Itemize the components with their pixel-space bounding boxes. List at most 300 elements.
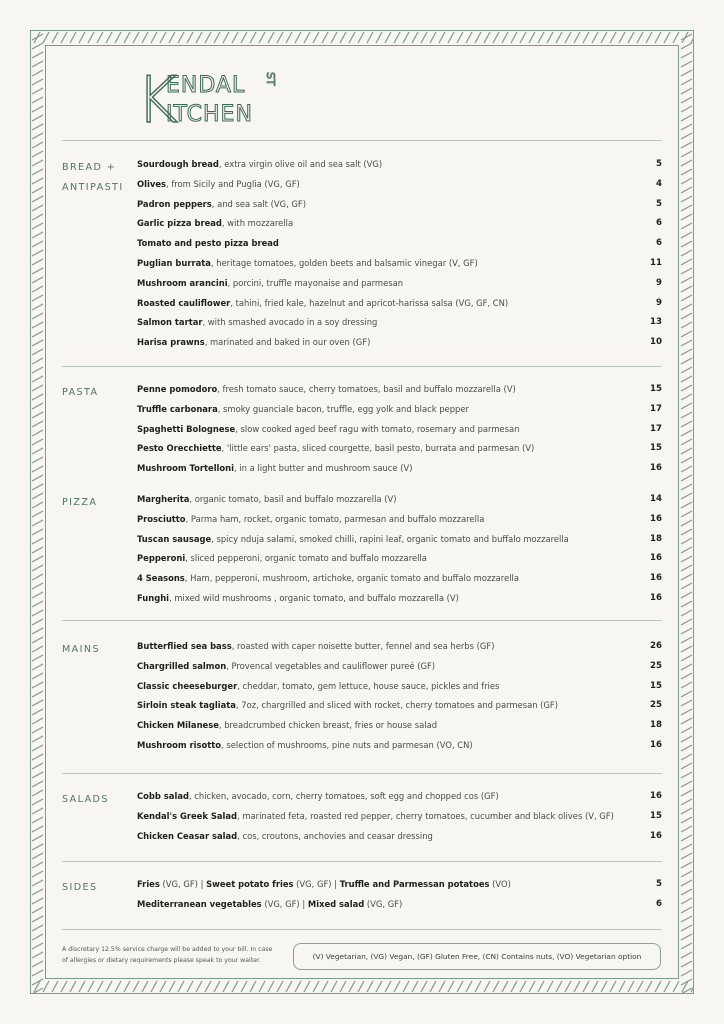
rope-stroke xyxy=(32,907,43,913)
rope-stroke xyxy=(681,70,692,76)
rope-stroke xyxy=(681,511,692,517)
menu-item-description: (VG, GF) | xyxy=(293,879,340,889)
rope-pattern xyxy=(30,30,694,45)
rope-stroke xyxy=(268,32,274,43)
menu-item-name: Salmon tartar xyxy=(137,317,203,328)
rope-stroke xyxy=(430,981,436,992)
rope-stroke xyxy=(32,826,43,832)
rope-stroke xyxy=(268,981,274,992)
section-heading-line: MAINS xyxy=(62,644,100,655)
rope-stroke xyxy=(681,826,692,832)
menu-item-text xyxy=(137,718,437,732)
menu-item xyxy=(137,551,662,565)
rope-stroke xyxy=(259,32,265,43)
menu-item xyxy=(137,256,662,270)
menu-item-name: Pepperoni xyxy=(137,553,186,564)
menu-item-name: Kendal's Greek Salad xyxy=(137,810,238,821)
rope-stroke xyxy=(385,32,391,43)
menu-item-text xyxy=(137,897,402,911)
rope-stroke xyxy=(214,981,220,992)
rope-stroke xyxy=(61,981,67,992)
menu-item xyxy=(137,718,662,732)
menu-item xyxy=(137,157,662,171)
rope-stroke xyxy=(32,574,43,580)
rope-stroke xyxy=(681,367,692,373)
menu-item xyxy=(137,382,662,396)
rope-stroke xyxy=(295,981,301,992)
rope-stroke xyxy=(250,32,256,43)
menu-item-name: Roasted cauliflower xyxy=(137,297,231,308)
menu-item-price: 16 xyxy=(650,791,662,801)
section-heading-line: PIZZA xyxy=(62,497,98,508)
rope-stroke xyxy=(681,493,692,499)
menu-item-name: Margherita xyxy=(137,494,190,504)
rope-stroke xyxy=(32,295,43,301)
rope-stroke xyxy=(32,88,43,94)
menu-item-name: Cobb salad xyxy=(137,791,189,801)
rope-stroke xyxy=(529,32,535,43)
rope-stroke xyxy=(681,736,692,742)
menu-item-description: , breadcrumbed chicken breast, fries or house salad xyxy=(218,720,438,731)
rope-stroke xyxy=(681,142,692,148)
service-note-line: A discretary 12.5% service charge will be added to your bill. In case xyxy=(62,946,273,953)
rope-stroke xyxy=(32,448,43,454)
menu-item-text xyxy=(137,335,370,349)
menu-item-name: Truffle and Parmessan potatoes xyxy=(339,879,490,889)
rope-stroke xyxy=(592,981,598,992)
rope-stroke xyxy=(681,862,692,868)
menu-item-description: (VG, GF) xyxy=(364,898,403,909)
rope-stroke xyxy=(223,32,229,43)
menu-item xyxy=(137,441,662,455)
service-note-line: of allergies or dietary requirements please speak to your waiter. xyxy=(62,957,261,964)
rope-stroke xyxy=(32,421,43,427)
menu-item-price: 9 xyxy=(656,297,662,308)
rope-stroke xyxy=(32,637,43,643)
divider xyxy=(62,140,662,141)
rope-stroke xyxy=(681,844,692,850)
menu-item-name: Olives xyxy=(137,178,166,189)
rope-stroke xyxy=(32,493,43,499)
menu-item-name: Padron peppers xyxy=(137,198,212,209)
rope-stroke xyxy=(681,61,692,67)
rope-stroke xyxy=(538,981,544,992)
rope-stroke xyxy=(601,32,607,43)
menu-item-text xyxy=(137,461,413,475)
rope-stroke xyxy=(583,32,589,43)
menu-item-description: (VG, GF) | xyxy=(261,898,308,909)
rope-stroke xyxy=(574,32,580,43)
rope-stroke xyxy=(32,466,43,472)
rope-stroke xyxy=(681,412,692,418)
rope-stroke xyxy=(32,385,43,391)
rope-stroke xyxy=(32,619,43,625)
rope-stroke xyxy=(681,187,692,193)
rope-stroke xyxy=(681,196,692,202)
rope-stroke xyxy=(681,232,692,238)
rope-stroke xyxy=(529,981,535,992)
rope-stroke xyxy=(681,565,692,571)
rope-stroke xyxy=(619,981,625,992)
menu-item xyxy=(137,877,662,891)
rope-stroke xyxy=(32,475,43,481)
rope-stroke xyxy=(475,32,481,43)
rope-stroke xyxy=(681,772,692,778)
rope-stroke xyxy=(681,376,692,382)
menu-item-description: , 'little ears' pasta, sliced courgette, basil pesto, burrata and parmesan (V) xyxy=(221,443,535,454)
rope-stroke xyxy=(32,889,43,895)
menu-item-name: Funghi xyxy=(137,593,170,603)
rope-stroke xyxy=(358,981,364,992)
menu-item-price: 25 xyxy=(650,660,662,671)
menu-item-description: , porcini, truffle mayonaise and parmesan xyxy=(227,277,404,288)
rope-stroke xyxy=(681,835,692,841)
rope-stroke xyxy=(286,981,292,992)
rope-stroke xyxy=(32,817,43,823)
rope-stroke xyxy=(169,981,175,992)
section-heading xyxy=(62,493,97,513)
menu-item-text xyxy=(137,256,478,270)
rope-stroke xyxy=(681,430,692,436)
menu-item-text xyxy=(137,639,495,653)
rope-stroke xyxy=(547,981,553,992)
rope-stroke xyxy=(32,961,43,967)
rope-stroke xyxy=(439,32,445,43)
menu-item-name: 4 Seasons xyxy=(137,573,185,584)
rope-stroke xyxy=(70,981,76,992)
rope-stroke xyxy=(277,32,283,43)
rope-stroke xyxy=(681,331,692,337)
rope-stroke xyxy=(32,898,43,904)
menu-item-price: 4 xyxy=(656,178,662,189)
rope-stroke xyxy=(681,961,692,967)
rope-stroke xyxy=(277,981,283,992)
rope-stroke xyxy=(681,547,692,553)
rope-stroke xyxy=(32,304,43,310)
menu-item-price: 17 xyxy=(650,403,662,414)
rope-stroke xyxy=(646,981,652,992)
section-heading-line: PASTA xyxy=(62,387,99,398)
rope-stroke xyxy=(124,981,130,992)
rope-pattern xyxy=(30,30,45,994)
rope-stroke xyxy=(681,880,692,886)
menu-item-description: , marinated feta, roasted red pepper, cherry tomatoes, cucumber and black olives (V, GF) xyxy=(237,810,614,821)
rope-stroke xyxy=(340,32,346,43)
menu-item-price: 16 xyxy=(650,553,662,564)
rope-stroke xyxy=(32,169,43,175)
menu-item xyxy=(137,571,662,585)
rope-stroke xyxy=(32,862,43,868)
rope-stroke xyxy=(681,106,692,112)
rope-stroke xyxy=(32,916,43,922)
rope-stroke xyxy=(32,835,43,841)
rope-stroke xyxy=(565,32,571,43)
rope-stroke xyxy=(32,97,43,103)
rope-stroke xyxy=(151,32,157,43)
menu-item-description: , Ham, pepperoni, mushroom, artichoke, organic tomato and buffalo mozzarella xyxy=(184,573,520,584)
rope-stroke xyxy=(32,520,43,526)
rope-stroke xyxy=(681,178,692,184)
rope-stroke xyxy=(32,151,43,157)
rope-stroke xyxy=(32,214,43,220)
menu-item-price: 11 xyxy=(650,258,662,268)
menu-item-text xyxy=(137,296,508,310)
rope-stroke xyxy=(32,286,43,292)
rope-stroke xyxy=(32,988,43,994)
rope-stroke xyxy=(493,981,499,992)
rope-stroke xyxy=(681,619,692,625)
rope-stroke xyxy=(32,331,43,337)
rope-stroke xyxy=(475,981,481,992)
menu-item-name: Chargrilled salmon xyxy=(137,660,227,671)
rope-stroke xyxy=(32,241,43,247)
menu-item-text xyxy=(137,422,519,436)
menu-item-description: , marinated and baked in our oven (GF) xyxy=(204,337,371,348)
rope-stroke xyxy=(681,556,692,562)
menu-item xyxy=(137,177,662,191)
menu-item-name: Spaghetti Bolognese xyxy=(137,423,236,434)
rope-stroke xyxy=(32,727,43,733)
rope-stroke xyxy=(681,970,692,976)
menu-item xyxy=(137,197,662,211)
rope-stroke xyxy=(32,61,43,67)
rope-stroke xyxy=(681,952,692,958)
menu-item-price: 13 xyxy=(650,317,662,328)
menu-item xyxy=(137,276,662,290)
divider xyxy=(62,929,662,930)
rope-stroke xyxy=(681,349,692,355)
rope-stroke xyxy=(421,32,427,43)
rope-stroke xyxy=(664,981,670,992)
rope-stroke xyxy=(484,981,490,992)
rope-stroke xyxy=(547,32,553,43)
rope-stroke xyxy=(394,981,400,992)
rope-stroke xyxy=(32,709,43,715)
rope-stroke xyxy=(681,241,692,247)
section-heading-line: SALADS xyxy=(62,794,109,805)
menu-item xyxy=(137,492,662,506)
rope-stroke xyxy=(681,790,692,796)
rope-stroke xyxy=(681,583,692,589)
rope-stroke xyxy=(32,583,43,589)
rope-stroke xyxy=(196,32,202,43)
rope-stroke xyxy=(169,32,175,43)
logo-initial: K xyxy=(136,64,178,134)
rope-stroke xyxy=(115,981,121,992)
menu-item-name: Tuscan sausage xyxy=(137,533,212,544)
rope-stroke xyxy=(457,981,463,992)
rope-stroke xyxy=(681,475,692,481)
rope-stroke xyxy=(681,745,692,751)
rope-stroke xyxy=(32,511,43,517)
menu-item-name: Butterflied sea bass xyxy=(137,641,232,651)
rope-stroke xyxy=(331,32,337,43)
rope-stroke xyxy=(32,349,43,355)
menu-item-name: Sirloin steak tagliata xyxy=(137,700,236,711)
menu-item-price: 9 xyxy=(656,277,662,288)
rope-stroke xyxy=(32,691,43,697)
menu-item xyxy=(137,236,662,250)
menu-item-text xyxy=(137,877,511,891)
menu-item-text xyxy=(137,532,569,546)
menu-item xyxy=(137,461,662,475)
rope-stroke xyxy=(32,871,43,877)
rope-stroke xyxy=(681,466,692,472)
rope-pattern xyxy=(679,30,694,994)
menu-item-description: (VG, GF) | xyxy=(159,879,207,889)
rope-stroke xyxy=(322,981,328,992)
rope-stroke xyxy=(367,32,373,43)
menu-item xyxy=(137,659,662,673)
menu-item-text xyxy=(137,276,403,290)
rope-stroke xyxy=(32,799,43,805)
section-heading xyxy=(62,640,100,660)
menu-item-text xyxy=(137,571,519,585)
rope-stroke xyxy=(574,981,580,992)
rope-stroke xyxy=(32,772,43,778)
rope-stroke xyxy=(681,151,692,157)
rope-stroke xyxy=(97,32,103,43)
rope-stroke xyxy=(88,32,94,43)
rope-stroke xyxy=(32,664,43,670)
rope-stroke xyxy=(32,178,43,184)
logo-name-bottom: ITCHEN xyxy=(166,102,253,127)
rope-stroke xyxy=(681,538,692,544)
menu-item-text xyxy=(137,382,516,396)
rope-stroke xyxy=(32,376,43,382)
menu-item xyxy=(137,402,662,416)
rope-stroke xyxy=(681,457,692,463)
menu-item xyxy=(137,738,662,752)
rope-stroke xyxy=(367,981,373,992)
menu-item-price: 15 xyxy=(650,810,662,821)
rope-stroke xyxy=(681,394,692,400)
rope-stroke xyxy=(556,981,562,992)
rope-stroke xyxy=(681,934,692,940)
rope-stroke xyxy=(61,32,67,43)
menu-item-description: , cos, croutons, anchovies and ceasar dressing xyxy=(237,830,433,841)
menu-item-description: , organic tomato, basil and buffalo mozzarella (V) xyxy=(189,494,397,504)
rope-stroke xyxy=(681,268,692,274)
rope-stroke xyxy=(466,981,472,992)
rope-stroke xyxy=(142,32,148,43)
rope-stroke xyxy=(511,32,517,43)
rope-stroke xyxy=(349,981,355,992)
rope-stroke xyxy=(32,808,43,814)
rope-stroke xyxy=(681,916,692,922)
rope-stroke xyxy=(681,700,692,706)
menu-item xyxy=(137,422,662,436)
rope-border-right xyxy=(679,30,694,994)
rope-stroke xyxy=(583,981,589,992)
rope-stroke xyxy=(681,754,692,760)
rope-stroke xyxy=(32,43,43,49)
restaurant-logo xyxy=(136,64,286,134)
menu-item-price: 10 xyxy=(650,337,662,348)
menu-item xyxy=(137,335,662,349)
rope-stroke xyxy=(32,403,43,409)
rope-stroke xyxy=(511,981,517,992)
rope-stroke xyxy=(358,32,364,43)
menu-item-price: 15 xyxy=(650,384,662,394)
menu-item-description: , roasted with caper noisette butter, fennel and sea herbs (GF) xyxy=(231,641,495,651)
rope-stroke xyxy=(223,981,229,992)
logo-wordmark xyxy=(136,64,286,134)
menu-item-name: Penne pomodoro xyxy=(137,384,218,394)
menu-item-price: 6 xyxy=(656,238,662,249)
rope-stroke xyxy=(214,32,220,43)
rope-stroke xyxy=(32,610,43,616)
rope-stroke xyxy=(430,32,436,43)
menu-item-price: 26 xyxy=(650,641,662,651)
rope-stroke xyxy=(32,259,43,265)
rope-stroke xyxy=(376,981,382,992)
rope-stroke xyxy=(32,502,43,508)
rope-stroke xyxy=(681,592,692,598)
menu-item-text xyxy=(137,738,473,752)
rope-stroke xyxy=(52,981,58,992)
rope-stroke xyxy=(286,32,292,43)
rope-stroke xyxy=(32,547,43,553)
menu-item xyxy=(137,789,662,803)
rope-stroke xyxy=(448,32,454,43)
rope-stroke xyxy=(681,43,692,49)
rope-stroke xyxy=(681,763,692,769)
menu-item-description: , tahini, fried kale, hazelnut and apricot-harissa salsa (VG, GF, CN) xyxy=(230,297,509,308)
menu-item-price: 17 xyxy=(650,423,662,434)
rope-stroke xyxy=(681,403,692,409)
rope-stroke xyxy=(403,981,409,992)
rope-stroke xyxy=(681,628,692,634)
rope-stroke xyxy=(32,763,43,769)
rope-stroke xyxy=(32,934,43,940)
rope-stroke xyxy=(124,32,130,43)
rope-stroke xyxy=(681,34,692,40)
rope-stroke xyxy=(241,32,247,43)
rope-stroke xyxy=(655,32,661,43)
rope-stroke xyxy=(32,322,43,328)
rope-stroke xyxy=(681,169,692,175)
menu-item xyxy=(137,532,662,546)
rope-stroke xyxy=(681,799,692,805)
menu-item xyxy=(137,296,662,310)
rope-stroke xyxy=(681,205,692,211)
menu-item-text xyxy=(137,551,427,565)
divider xyxy=(62,620,662,621)
rope-stroke xyxy=(32,52,43,58)
menu-item xyxy=(137,512,662,526)
menu-item-price: 15 xyxy=(650,680,662,691)
rope-stroke xyxy=(259,981,265,992)
rope-stroke xyxy=(681,385,692,391)
section-heading xyxy=(62,383,99,403)
menu-item-price: 6 xyxy=(656,898,662,909)
logo-name-top: ENDAL xyxy=(166,73,246,98)
rope-stroke xyxy=(403,32,409,43)
rope-stroke xyxy=(70,32,76,43)
menu-item-name: Sourdough bread xyxy=(137,159,219,169)
menu-item-name: Mushroom Tortelloni xyxy=(137,463,235,474)
rope-stroke xyxy=(32,529,43,535)
rope-stroke xyxy=(592,32,598,43)
menu-item-description: , slow cooked aged beef ragu with tomato, rosemary and parmesan xyxy=(235,423,520,434)
rope-stroke xyxy=(32,565,43,571)
rope-stroke xyxy=(681,295,692,301)
rope-stroke xyxy=(681,277,692,283)
menu-item-price: 16 xyxy=(650,463,662,474)
rope-stroke xyxy=(32,34,43,40)
menu-item-description: , smoky guanciale bacon, truffle, egg yolk and black pepper xyxy=(217,403,469,414)
